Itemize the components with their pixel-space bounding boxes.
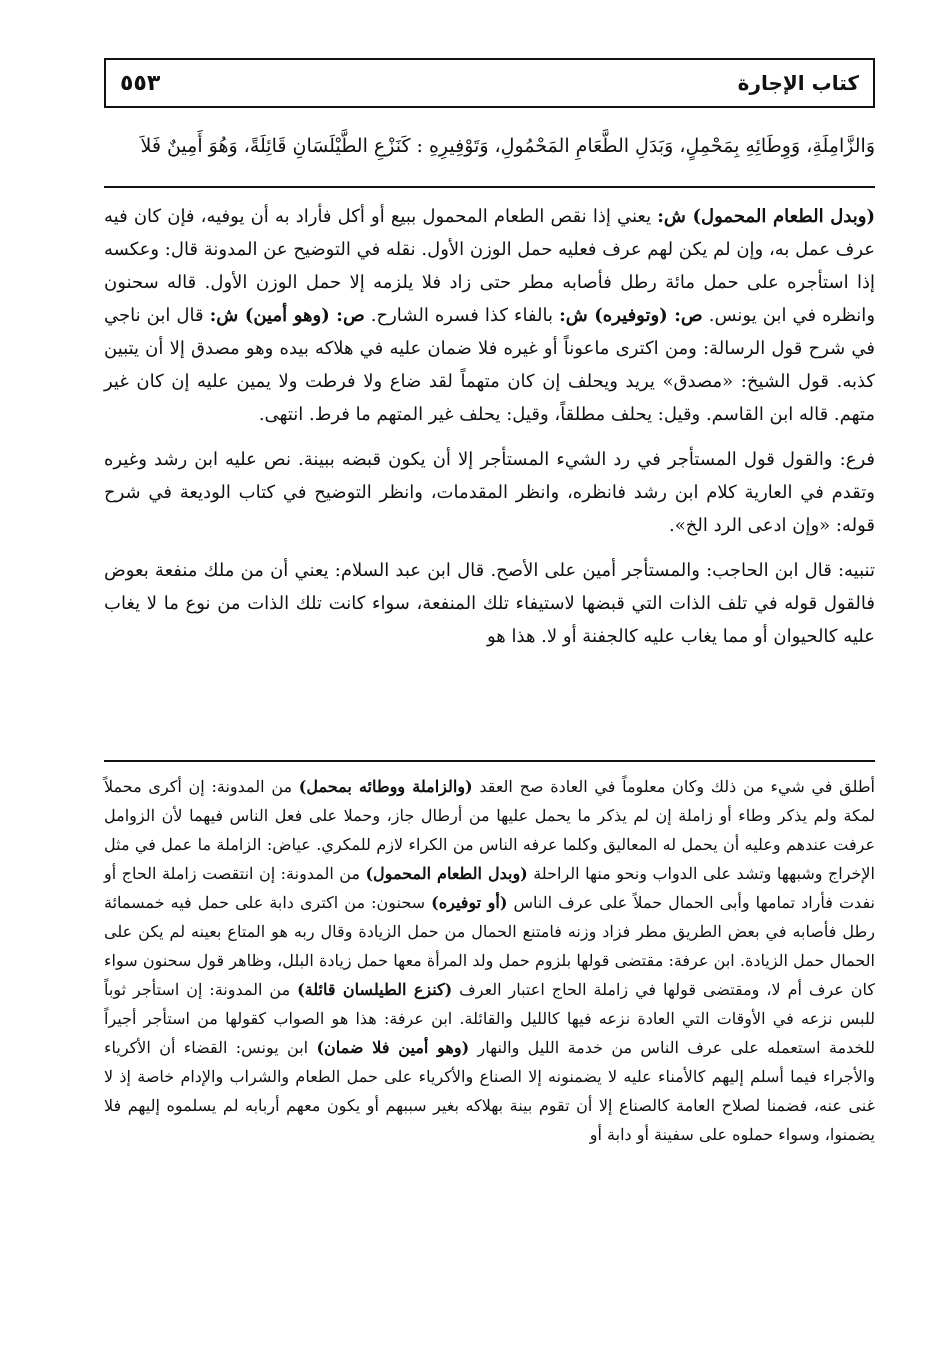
lemma-amin: ص: (وهو أمين) ش: [209,305,365,326]
commentary-paragraph-1 [104,200,875,431]
footnote-lemma: (كنزع الطيلسان قائلة) [297,980,453,999]
page-number: ٥٥٣ [120,70,161,96]
footnote-text: أطلق في شيء من ذلك وكان معلوماً في العادة صح العقد [472,777,876,796]
footnote-text: سحنون: من اكترى دابة على حمل فيه خمسمائة رطل فأصابه في بعض الطريق مطر فزاد وزنه فامتنع الحمال من حمل الزيادة وقال ربه هو المتاع بعينه لم يكن على الحمال حمل الزيادة. ابن عرفة: مقتضى قولها بلزوم حمل ولد المرأة معها حمل زيادة البلل، وظاهر قول سحنون سواء كان عرف أم لا، ومقتضى قولها في زاملة الحاج اعتبار العرف [104,893,876,999]
lemma-tawfir: ص: (وتوفيره) ش: [559,305,703,326]
footnote-text: من المدونة: إن أكرى محملاً لمكة ولم يذكر وطاء أو زاملة إن لم يذكر ما يحمل عليها من أرطال جاز، وحملا على فعل الناس فيهما لأن الزوامل عرفت عندهم وعليه أن يحمل له المعاليق وكلما عرفه الناس من الكراء لازم للمكري. عياض: الزاملة ما عمل في مثل الإخراج وشبهها وتشد على الدواب ونحو منها الراحلة [104,777,876,883]
lemma-bread-substitute: (وبدل الطعام المحمول) ش: [657,206,875,227]
commentary-text: قال ابن ناجي في شرح قول الرسالة: ومن اكترى ماعوناً أو غيره فلا ضمان عليه في هلاكه بيده وهو مصدق إلا أن يتبين كذبه. قول الشيخ: «مصدق» يريد ويحلف إن كان متهماً لقد ضاع ولا فرطت ولا يمين عليه إن كان غير متهم. قاله ابن القاسم. وقيل: يحلف مطلقاً، وقيل: يحلف غير المتهم ما فرط. انتهى. [104,305,875,425]
footnote-text: ابن يونس: القضاء أن الأكرياء والأجراء فيما أسلم إليهم كالأمناء عليه لا يضمنونه إلا الصناع والأكرياء على حمل الطعام والشراب والإدام خاصة إذ لا غنى عنه، فضمنا لصلاح العامة كالصناع إلا أن تقوم بينة بهلاكه بغير سببهم أو يكون معهم أربابه لم يسلموه إليهم فلا يضمنوا، وسواء حملوه على سفينة أو دابة أو [104,1038,876,1144]
footnote-paragraph [104,772,875,1149]
commentary-paragraph-2: فرع: والقول قول المستأجر في رد الشيء المستأجر إلا أن يكون قبضه ببينة. نص عليه ابن رشد وغيره وتقدم في العارية كلام ابن رشد فانظره، وانظر المقدمات، وانظر التوضيح في كتاب الوديعة في شرح قوله: «وإن ادعى الرد الخ». [104,449,875,536]
footnotes [104,772,875,1149]
footnote-text: من المدونة: إن استأجر ثوباً للبس نزعه في الأوقات التي العادة نزعه فيها كالليل والقائلة. ابن عرفة: هذا هو الصواب كقولها من استأجر أجيراً للخدمة استعمله على عرف الناس من خدمة الليل والنهار [104,980,876,1057]
chapter-title: كتاب الإجارة [737,71,859,95]
footnote-lemma: (والزاملة ووطائه بمحمل) [298,777,473,796]
divider-top [104,186,875,188]
footnote-lemma: (وبدل الطعام المحمول) [365,864,528,883]
footnote-lemma: (وهو أمين فلا ضمان) [316,1038,470,1057]
footnote-lemma: (أو توفيره) [431,893,508,912]
main-text-line: وَالزَّامِلَةِ، وَوِطَائِهِ بِمَحْمِلٍ، وَبَدَلِ الطَّعَامِ المَحْمُولِ، وَتَوْفِيرِهِ : كَنَزْعِ الطَّيْلَسَانِ قَائِلَةً، وَهُوَ أَمِينٌ فَلاَ [140,135,875,157]
running-header [104,58,875,108]
footnote-text: من المدونة: إن انتقصت زاملة الحاج أو نفدت فأراد تمامها وأبى الحمال حملاً على عرف الناس [104,864,875,912]
divider-bottom [104,760,875,762]
commentary-text: بالفاء كذا فسره الشارح. [364,305,560,326]
commentary-text: يعني إذا نقص الطعام المحمول ببيع أو أكل فأراد به أن يوفيه، فإن كان فيه عرف عمل به، وإن لم يكن لهم عرف فعليه حمل الوزن الأول. نقله في التوضيح عن المدونة قال: وعكسه إذا استأجره على حمل مائة رطل فأصابه مطر حتى زاد فلا يلزمه إلا حمل الوزن الأول. قاله سحنون وانظره في ابن يونس. [104,206,876,326]
commentary-paragraph-3: تنبيه: قال ابن الحاجب: والمستأجر أمين على الأصح. قال ابن عبد السلام: يعني أن من ملك منفعة بعوض فالقول قوله في تلف الذات التي قبضها لاستيفاء تلك المنفعة، سواء كانت تلك الذات من نوع ما لا يغاب عليه كالحيوان أو مما يغاب عليه كالجفنة أو لا. هذا هو [104,560,875,647]
commentary [104,200,875,665]
